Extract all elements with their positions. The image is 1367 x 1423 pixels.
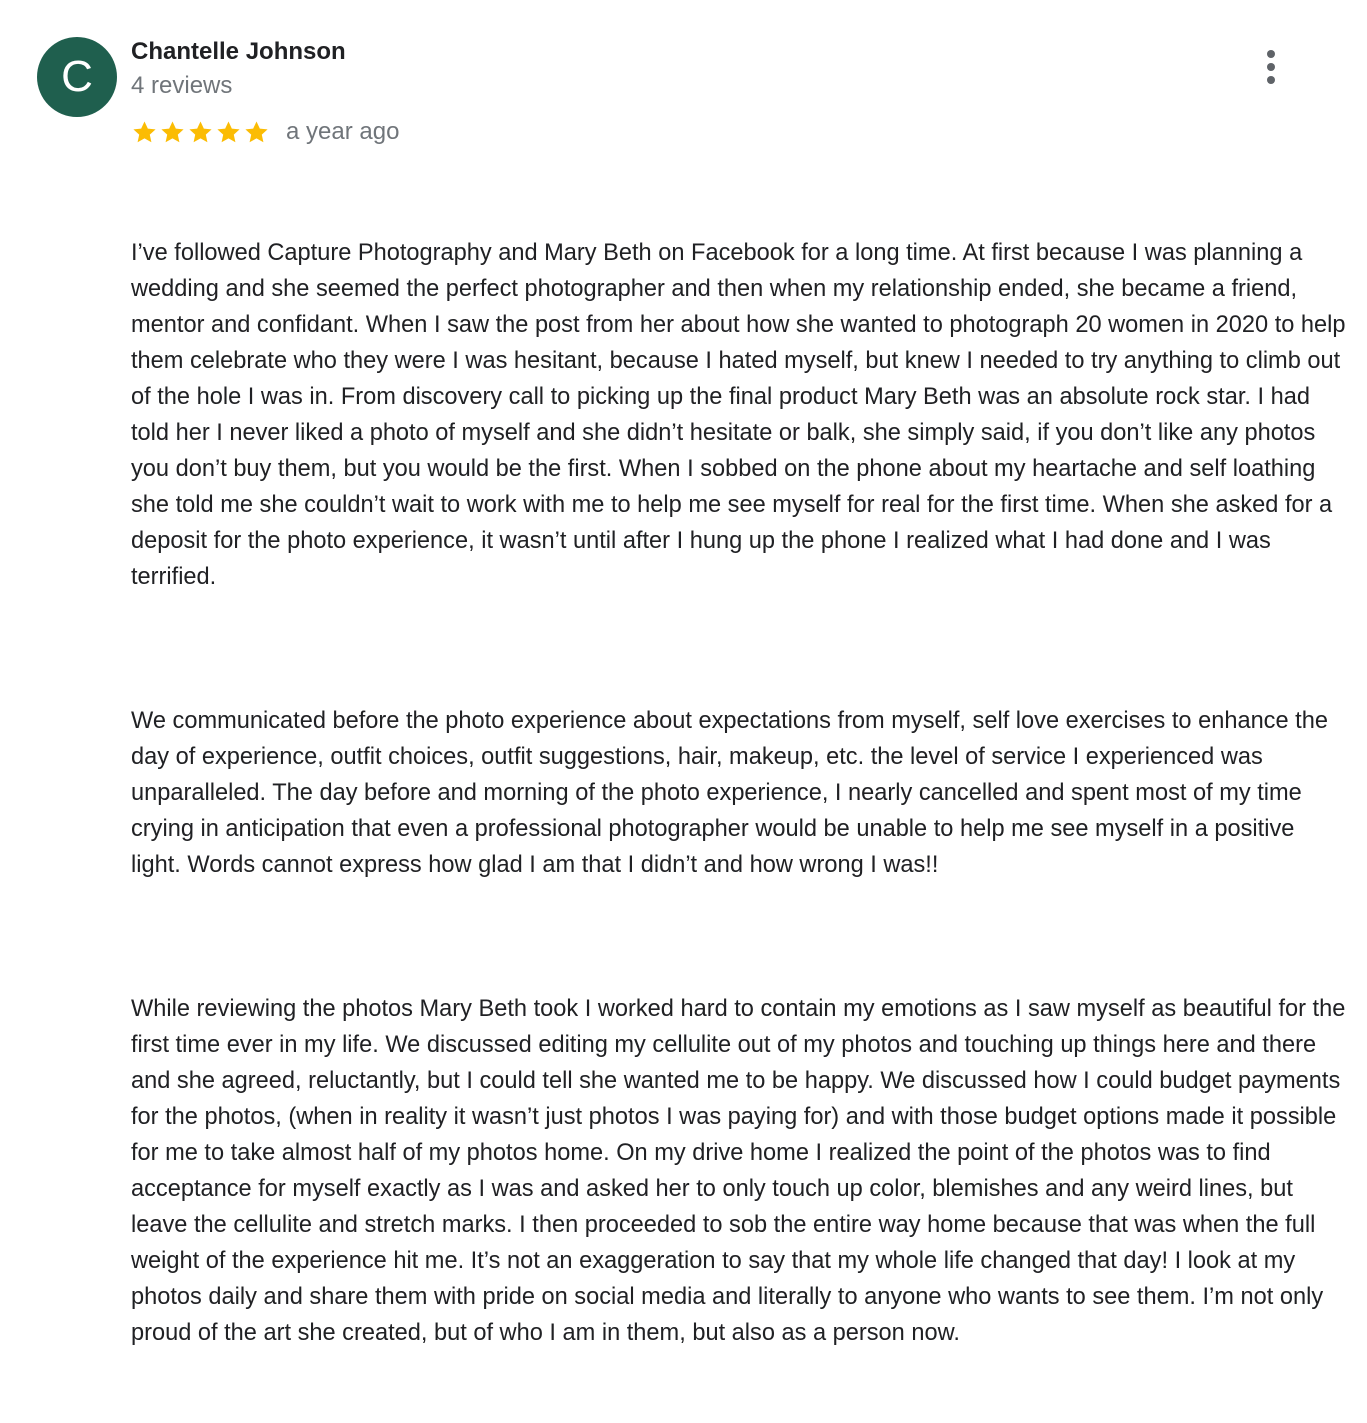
avatar-initial: C (61, 52, 93, 101)
more-options-button[interactable] (1250, 44, 1292, 90)
star-rating (131, 119, 270, 146)
review-paragraph: We communicated before the photo experience about expectations from myself, self love exercises to enhance the day of experience, outfit choices, outfit suggestions, hair, makeup, etc. the level of service I experienced was unparalleled. The day before and morning of the photo experience, I nearly cancelled and spent most of my time crying in anticipation that even a professional photographer would be unable to help me see myself in a positive light. Words cannot express how glad I am that I didn’t and how wrong I was!! (131, 708, 1335, 878)
review-text (131, 163, 1353, 1423)
star-icon (131, 119, 158, 146)
more-vert-icon-dot (1267, 63, 1275, 71)
review-date: a year ago (286, 118, 400, 145)
star-icon (215, 119, 242, 146)
more-vert-icon (1267, 50, 1275, 58)
star-icon (243, 119, 270, 146)
avatar[interactable] (37, 37, 117, 117)
more-vert-icon-dot (1267, 76, 1275, 84)
star-icon (159, 119, 186, 146)
review-paragraph: While reviewing the photos Mary Beth took I worked hard to contain my emotions as I saw myself as beautiful for the first time ever in my life. We discussed editing my cellulite out of my photos and touching up things here and there and she agreed, reluctantly, but I could tell she wanted me to be happy. We discussed how I could budget payments for the photos, (when in reality it wasn’t just photos I was paying for) and with those budget options made it possible for me to take almost half of my photos home. On my drive home I realized the point of the photos was to find acceptance for myself exactly as I was and asked her to only touch up color, blemishes and any weird lines, but leave the cellulite and stretch marks. I then proceeded to sob the entire way home because that was when the full weight of the experience hit me. It’s not an exaggeration to say that my whole life changed that day! I look at my photos daily and share them with pride on social media and literally to anyone who wants to see them. I’m not only proud of the art she created, but of who I am in them, but also as a person now. (131, 996, 1352, 1346)
review-count[interactable]: 4 reviews (131, 72, 233, 99)
star-icon (187, 119, 214, 146)
review-paragraph: I’ve followed Capture Photography and Mary Beth on Facebook for a long time. At first because I was planning a wedding and she seemed the perfect photographer and then when my relationship ended, she became a friend, mentor and confidant. When I saw the post from her about how she wanted to photograph 20 women in 2020 to help them celebrate who they were I was hesitant, because I hated myself, but knew I needed to try anything to climb out of the hole I was in. From discovery call to picking up the final product Mary Beth was an absolute rock star. I had told her I never liked a photo of myself and she didn’t hesitate or balk, she simply said, if you don’t like any photos you don’t buy them, but you would be the first. When I sobbed on the phone about my heartache and self loathing she told me she couldn’t wait to work with me to help me see myself for real for the first time. When she asked for a deposit for the photo experience, it wasn’t until after I hung up the phone I realized what I had done and I was terrified. (131, 240, 1353, 590)
rating-row (131, 116, 399, 148)
reviewer-name[interactable]: Chantelle Johnson (131, 38, 346, 65)
